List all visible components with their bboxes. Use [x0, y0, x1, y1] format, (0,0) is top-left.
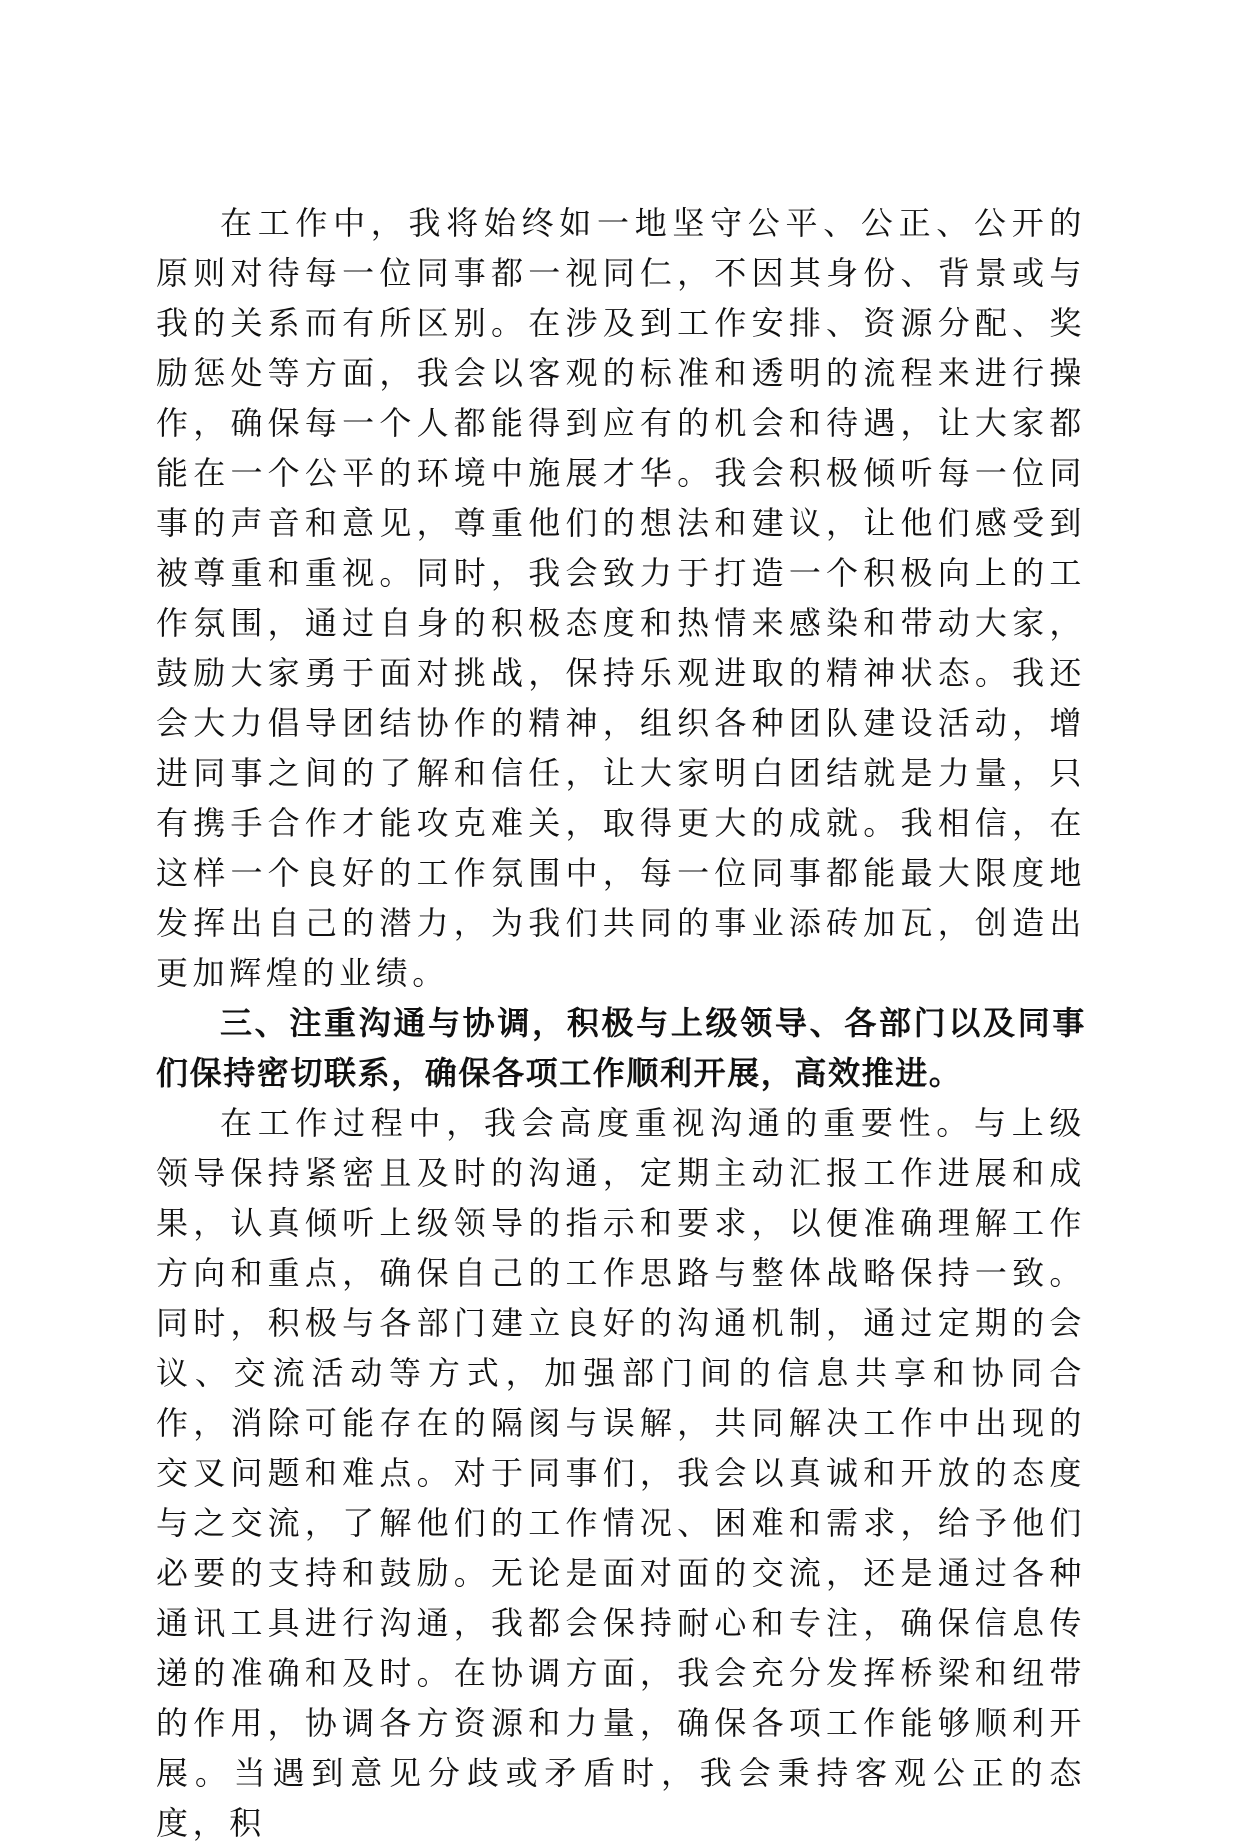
body-paragraph-communication: 在工作过程中，我会高度重视沟通的重要性。与上级领导保持紧密且及时的沟通，定期主动汇报工作进展和成果，认真倾听上级领导的指示和要求，以便准确理解工作方向和重点，确保自己的工作思路与整体战略保持一致。同时，积极与各部门建立良好的沟通机制，通过定期的会议、交流活动等方式，加强部门间的信息共享和协同合作，消除可能存在的隔阂与误解，共同解决工作中出现的交叉问题和难点。对于同事们，我会以真诚和开放的态度与之交流，了解他们的工作情况、困难和需求，给予他们必要的支持和鼓励。无论是面对面的交流，还是通过各种通讯工具进行沟通，我都会保持耐心和专注，确保信息传递的准确和及时。在协调方面，我会充分发挥桥梁和纽带的作用，协调各方资源和力量，确保各项工作能够顺利开展。当遇到意见分歧或矛盾时，我会秉持客观公正的态度，积	[156, 1104, 1086, 1842]
body-paragraph-fairness: 在工作中，我将始终如一地坚守公平、公正、公开的原则对待每一位同事都一视同仁，不因其身份、背景或与我的关系而有所区别。在涉及到工作安排、资源分配、奖励惩处等方面，我会以客观的标准和透明的流程来进行操作，确保每一个人都能得到应有的机会和待遇，让大家都能在一个公平的环境中施展才华。我会积极倾听每一位同事的声音和意见，尊重他们的想法和建议，让他们感受到被尊重和重视。同时，我会致力于打造一个积极向上的工作氛围，通过自身的积极态度和热情来感染和带动大家，鼓励大家勇于面对挑战，保持乐观进取的精神状态。我还会大力倡导团结协作的精神，组织各种团队建设活动，增进同事之间的了解和信任，让大家明白团结就是力量，只有携手合作才能攻克难关，取得更大的成就。我相信，在这样一个良好的工作氛围中，每一位同事都能最大限度地发挥出自己的潜力，为我们共同的事业添砖加瓦，创造出更加辉煌的业绩。	[156, 204, 1086, 992]
section-heading-3: 三、注重沟通与协调，积极与上级领导、各部门以及同事们保持密切联系，确保各项工作顺利开展，高效推进。	[156, 1004, 1086, 1092]
document-body	[156, 198, 1086, 1848]
